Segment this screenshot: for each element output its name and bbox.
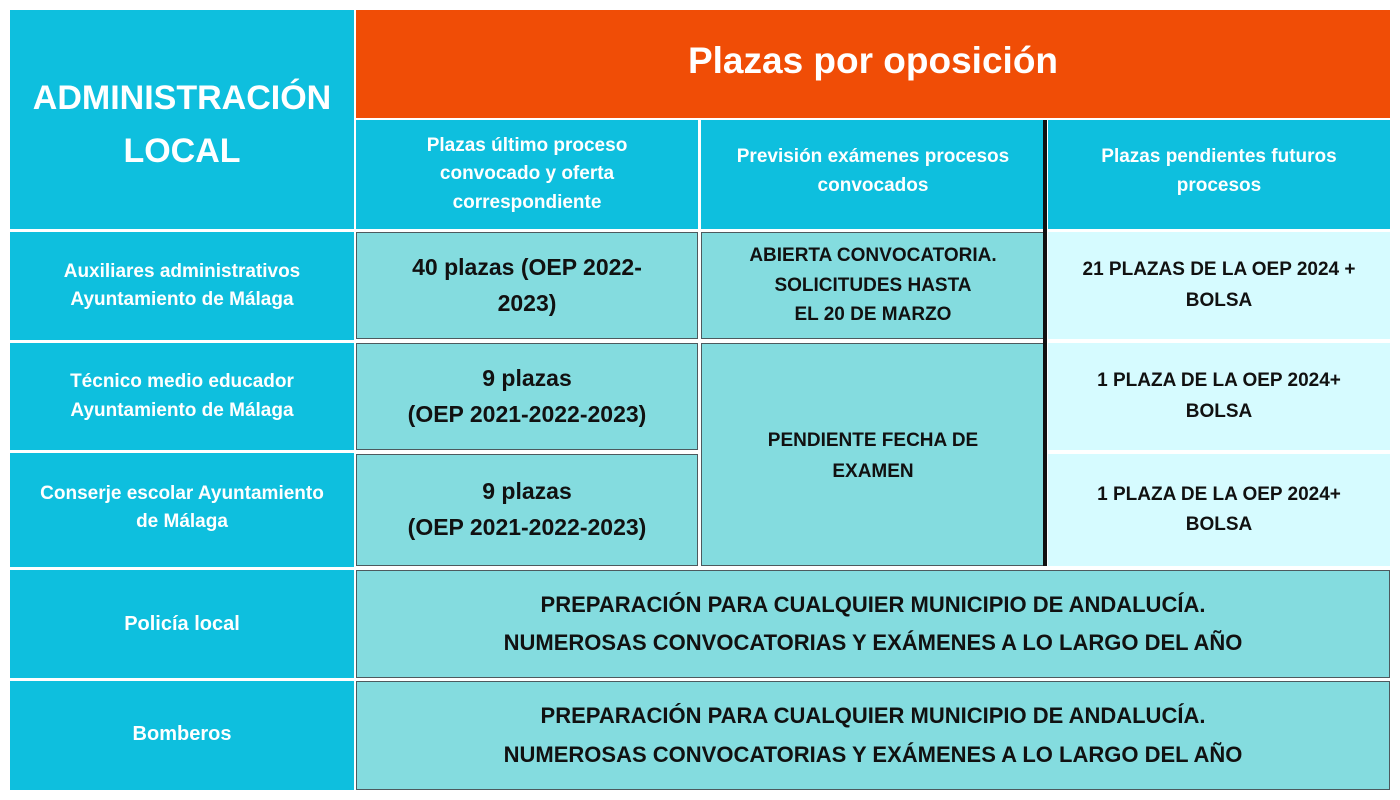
- row-label-tecnico: Técnico medio educador Ayuntamiento de Málaga: [10, 343, 354, 450]
- cell-pendientes-conserje: 1 PLAZA DE LA OEP 2024+ BOLSA: [1048, 454, 1390, 566]
- row-label-bomberos: Bomberos: [10, 681, 354, 790]
- cell-plazas-conserje: 9 plazas (OEP 2021-2022-2023): [356, 454, 698, 566]
- table-title: [356, 10, 1390, 118]
- corner-header: [10, 10, 354, 229]
- cell-pendientes-auxiliares: 21 PLAZAS DE LA OEP 2024 + BOLSA: [1048, 232, 1390, 339]
- cell-wide-bomberos: PREPARACIÓN PARA CUALQUIER MUNICIPIO DE ANDALUCÍA. NUMEROSAS CONVOCATORIAS Y EXÁMENES A LO LARGO DEL AÑO: [356, 681, 1390, 790]
- row-label-policia: Policía local: [10, 570, 354, 678]
- cell-pendientes-tecnico: 1 PLAZA DE LA OEP 2024+ BOLSA: [1048, 343, 1390, 450]
- row-label-auxiliares: Auxiliares administrativos Ayuntamiento de Málaga: [10, 232, 354, 340]
- cell-plazas-auxiliares: 40 plazas (OEP 2022- 2023): [356, 232, 698, 339]
- cell-prevision-shared: PENDIENTE FECHA DE EXAMEN: [701, 343, 1045, 566]
- cell-prevision-auxiliares: ABIERTA CONVOCATORIA. SOLICITUDES HASTA EL 20 DE MARZO: [701, 232, 1045, 339]
- cell-plazas-tecnico: 9 plazas (OEP 2021-2022-2023): [356, 343, 698, 450]
- corner-title: ADMINISTRACIÓN LOCAL: [32, 79, 332, 170]
- column-divider: [1043, 120, 1047, 566]
- cell-wide-policia: PREPARACIÓN PARA CUALQUIER MUNICIPIO DE ANDALUCÍA. NUMEROSAS CONVOCATORIAS Y EXÁMENES A LO LARGO DEL AÑO: [356, 570, 1390, 678]
- column-header-plazas: Plazas último proceso convocado y oferta correspondiente: [356, 120, 698, 229]
- table-title-text: Plazas por oposición: [687, 40, 1059, 82]
- column-header-prevision: Previsión exámenes procesos convocados: [701, 120, 1045, 229]
- column-header-pendientes: Plazas pendientes futuros procesos: [1048, 120, 1390, 229]
- row-label-conserje: Conserje escolar Ayuntamiento de Málaga: [10, 453, 354, 567]
